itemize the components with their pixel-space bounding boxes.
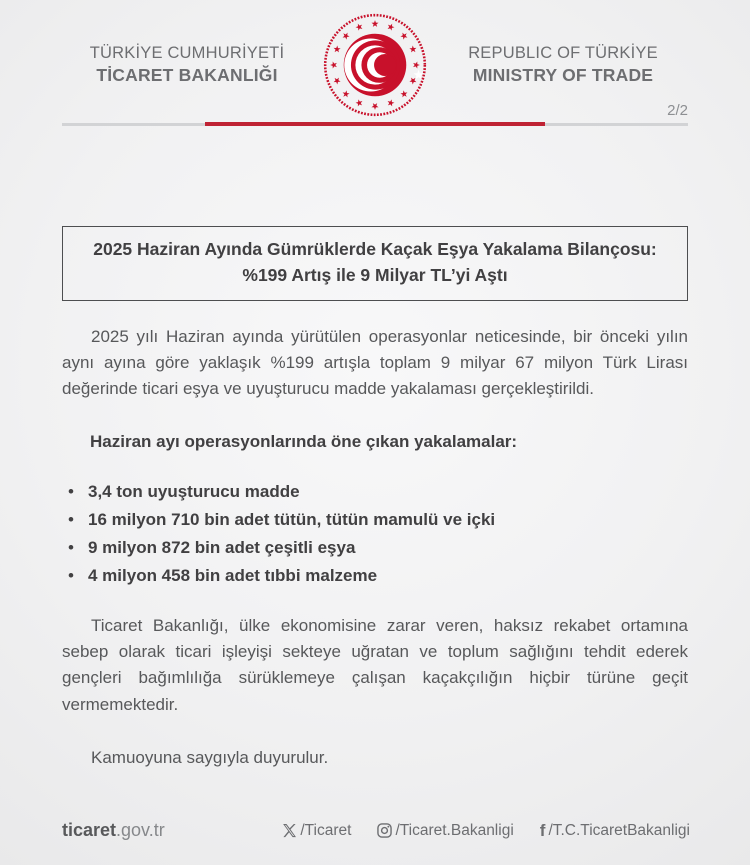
facebook-icon: f [539,821,546,840]
social-link-x[interactable] [282,822,351,840]
instagram-icon [377,823,392,838]
social-handle: /T.C.TicaretBakanligi [548,821,690,839]
social-handle: /Ticaret [300,821,352,839]
bullet-icon: • [68,537,74,557]
list-item [62,506,688,534]
org-name-turkish-line1: TÜRKİYE CUMHURİYETİ [89,44,285,63]
website-domain-rest: .gov.tr [116,820,165,840]
social-handle: /Ticaret.Bakanligi [395,821,514,839]
bullet-icon: • [68,509,74,529]
header-divider [62,122,688,126]
paragraph-intro: 2025 yılı Haziran ayında yürütülen operasyonlar neticesinde, bir önceki yılın aynı ayına göre yaklaşık %199 artışla toplam 9 milyar 67 milyon Türk Lirası değerinde ticari eşya ve uyuşturucu madde yakalaması gerçekleştirildi. [62,326,688,399]
org-name-english-line2: MINISTRY OF TRADE [472,65,654,86]
list-item [62,562,688,590]
x-twitter-icon [282,823,297,838]
divider-progress-segment [205,122,545,126]
list-item-text: 3,4 ton uyuşturucu madde [88,481,300,501]
highlights-heading: Haziran ayı operasyonlarında öne çıkan yakalamalar: [90,431,518,451]
bullet-icon: • [68,481,74,501]
list-item [62,534,688,562]
org-name-english [444,43,682,87]
social-link-facebook[interactable] [540,822,690,840]
list-item-text: 4 milyon 458 bin adet tıbbi malzeme [88,565,378,585]
website-link[interactable] [62,820,165,841]
org-name-english-line1: REPUBLIC OF TÜRKİYE [468,44,658,63]
website-domain-bold: ticaret [62,820,117,840]
org-name-turkish-line2: TİCARET BAKANLIĞI [96,65,278,86]
highlights-list [62,478,688,590]
closing-line: Kamuoyuna saygıyla duyurulur. [91,747,329,767]
header [0,0,750,118]
footer [0,820,750,865]
social-links [282,822,690,840]
org-name-turkish [68,43,306,87]
list-item-text: 16 milyon 710 bin adet tütün, tütün mamulü ve içki [88,509,496,529]
list-item [62,478,688,506]
announcement-title-line1: 2025 Haziran Ayında Gümrüklerde Kaçak Eşya Yakalama Bilançosu: [93,239,657,259]
announcement-body [62,301,688,772]
list-item-text: 9 milyon 872 bin adet çeşitli eşya [88,537,356,557]
bullet-icon: • [68,565,74,585]
paragraph-statement: Ticaret Bakanlığı, ülke ekonomisine zarar veren, haksız rekabet ortamına sebep olarak ticari işleyişi sekteye uğratan ve toplum sağlığını tehdit ederek gençleri bağımlılığa sürüklemeye çalışan kaçakçılığın hiçbir türüne geçit vermemektedir. [62,615,688,714]
social-link-instagram[interactable] [377,822,513,840]
announcement-title [62,226,688,301]
page-indicator: 2/2 [667,102,688,119]
announcement-title-line2: %199 Artış ile 9 Milyar TL’yi Aştı [242,265,508,286]
